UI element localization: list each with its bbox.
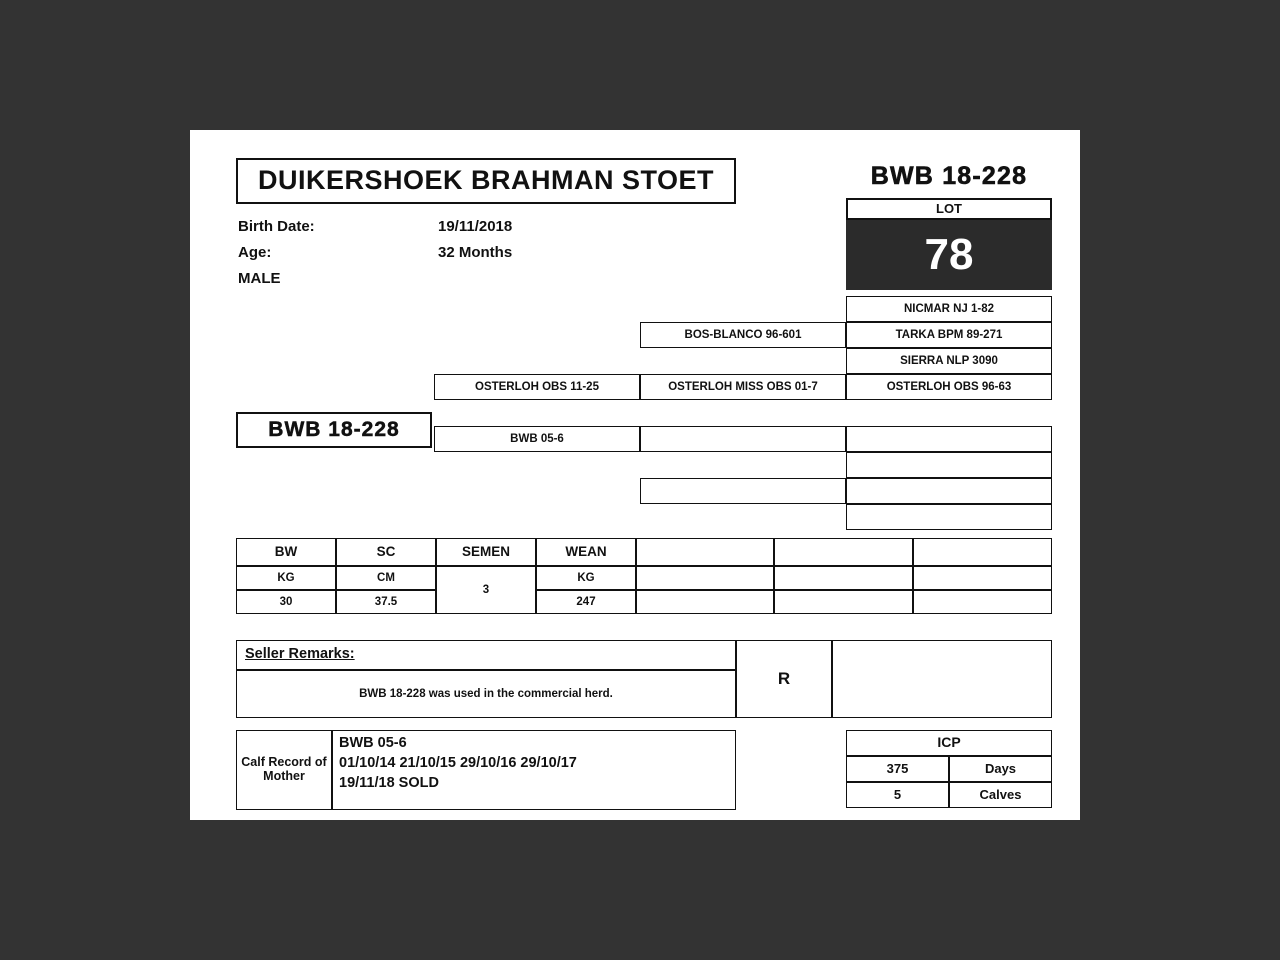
- measure-value-blank-3: [913, 590, 1052, 614]
- ped-sire-dam-dam: OSTERLOH OBS 96-63: [846, 374, 1052, 400]
- measure-unit-blank-1: [636, 566, 774, 590]
- calf-record-label: [236, 730, 332, 810]
- animal-tag-header-text: BWB 18-228: [870, 162, 1028, 191]
- measure-unit-blank-3: [913, 566, 1052, 590]
- birth-date-label: Birth Date:: [238, 218, 315, 235]
- seller-remarks-title: [236, 640, 736, 670]
- icp-calves-value: 5: [846, 782, 949, 808]
- calf-record-label-line2: Mother: [263, 769, 305, 783]
- measure-value-wean: 247: [536, 590, 636, 614]
- icp-days-value: 375: [846, 756, 949, 782]
- icp-title: ICP: [846, 730, 1052, 756]
- calf-record-mother-tag: BWB 05-6: [339, 735, 407, 751]
- ped-dam-sire-sire: [846, 426, 1052, 452]
- measure-header-bw: BW: [236, 538, 336, 566]
- ped-sire-dam-sire: SIERRA NLP 3090: [846, 348, 1052, 374]
- birth-date-value: 19/11/2018: [438, 218, 513, 235]
- ped-dam-dam-sire: [846, 478, 1052, 504]
- measure-unit-sc: CM: [336, 566, 436, 590]
- measure-unit-wean: KG: [536, 566, 636, 590]
- ped-dam-sire-dam: [846, 452, 1052, 478]
- stud-title: DUIKERSHOEK BRAHMAN STOET: [236, 158, 736, 204]
- age-value: 32 Months: [438, 244, 513, 261]
- measure-header-semen: SEMEN: [436, 538, 536, 566]
- calf-record-last: 19/11/18 SOLD: [339, 775, 439, 791]
- animal-tag-header: [846, 156, 1052, 198]
- measure-value-semen: 3: [436, 566, 536, 614]
- document-page: [190, 130, 1080, 820]
- measure-value-bw: 30: [236, 590, 336, 614]
- measure-unit-blank-2: [774, 566, 913, 590]
- ped-dam: BWB 05-6: [434, 426, 640, 452]
- measure-header-wean: WEAN: [536, 538, 636, 566]
- age-label: Age:: [238, 244, 272, 261]
- lot-number: 78: [846, 220, 1052, 290]
- calf-record-label-line1: Calf Record of: [241, 755, 327, 770]
- remarks-extra-box: [832, 640, 1052, 718]
- ped-sire-sire: BOS-BLANCO 96-601: [640, 322, 846, 348]
- ped-sire-sire-dam: TARKA BPM 89-271: [846, 322, 1052, 348]
- lot-label: LOT: [846, 198, 1052, 220]
- ped-sire-sire-sire: NICMAR NJ 1-82: [846, 296, 1052, 322]
- calf-record-data: [332, 730, 736, 810]
- measure-value-blank-1: [636, 590, 774, 614]
- measure-header-blank-2: [774, 538, 913, 566]
- icp-calves-label: Calves: [949, 782, 1052, 808]
- pedigree-certificate: [212, 140, 1058, 820]
- ped-dam-dam-dam: [846, 504, 1052, 530]
- measure-header-blank-3: [913, 538, 1052, 566]
- seller-remarks-body: BWB 18-228 was used in the commercial herd.: [236, 670, 736, 718]
- measure-unit-bw: KG: [236, 566, 336, 590]
- measure-value-sc: 37.5: [336, 590, 436, 614]
- ped-dam-sire: [640, 426, 846, 452]
- ped-sire: OSTERLOH OBS 11-25: [434, 374, 640, 400]
- seller-remarks-title-text: Seller Remarks:: [245, 646, 355, 663]
- animal-tag-pedigree: [236, 412, 432, 448]
- measure-value-blank-2: [774, 590, 913, 614]
- measure-header-blank-1: [636, 538, 774, 566]
- grade-box: R: [736, 640, 832, 718]
- icp-days-label: Days: [949, 756, 1052, 782]
- ped-dam-dam: [640, 478, 846, 504]
- calf-record-dates: 01/10/14 21/10/15 29/10/16 29/10/17: [339, 755, 577, 771]
- sex-value: MALE: [238, 270, 281, 287]
- measure-header-sc: SC: [336, 538, 436, 566]
- animal-tag-pedigree-text: BWB 18-228: [268, 418, 400, 442]
- ped-sire-dam: OSTERLOH MISS OBS 01-7: [640, 374, 846, 400]
